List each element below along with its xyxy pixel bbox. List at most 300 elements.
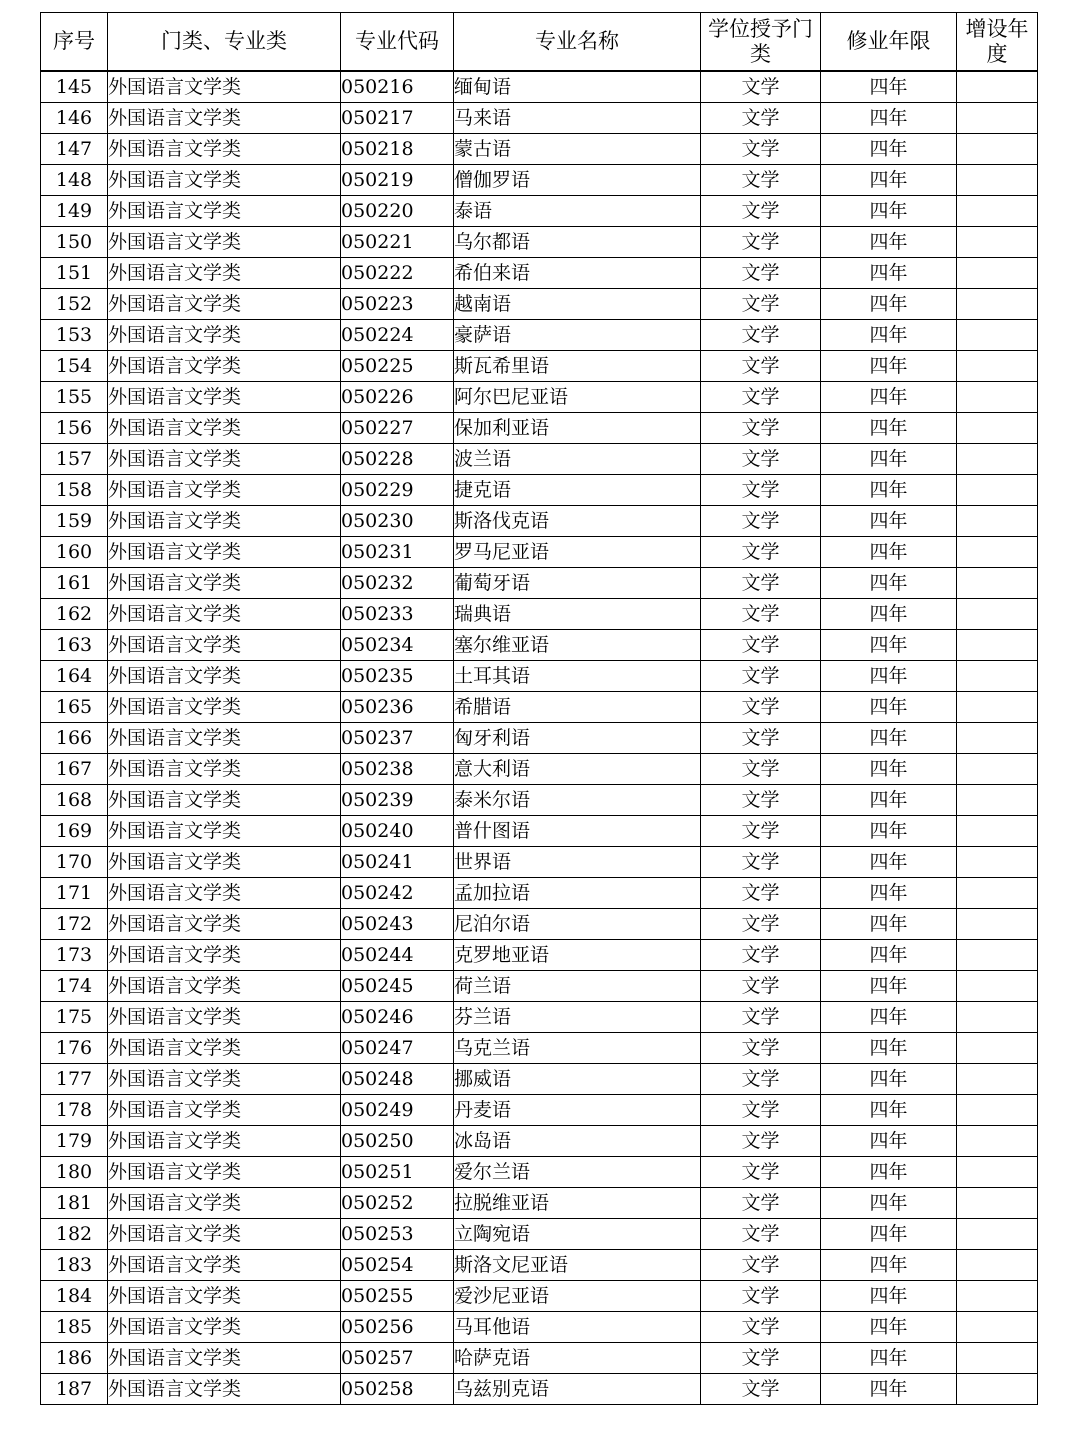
cell-degree: 文学 bbox=[701, 847, 821, 878]
cell-added bbox=[957, 1374, 1038, 1405]
cell-name: 克罗地亚语 bbox=[454, 940, 701, 971]
cell-category: 外国语言文学类 bbox=[108, 1002, 341, 1033]
cell-added bbox=[957, 71, 1038, 103]
table-row bbox=[41, 661, 1038, 692]
cell-added bbox=[957, 537, 1038, 568]
table-row bbox=[41, 1343, 1038, 1374]
table-row bbox=[41, 227, 1038, 258]
header-degree: 学位授予门类 bbox=[701, 13, 821, 72]
cell-degree: 文学 bbox=[701, 196, 821, 227]
cell-added bbox=[957, 1095, 1038, 1126]
cell-category: 外国语言文学类 bbox=[108, 1219, 341, 1250]
cell-name: 波兰语 bbox=[454, 444, 701, 475]
table-row bbox=[41, 320, 1038, 351]
cell-added bbox=[957, 599, 1038, 630]
cell-name: 塞尔维亚语 bbox=[454, 630, 701, 661]
cell-degree: 文学 bbox=[701, 1374, 821, 1405]
cell-category: 外国语言文学类 bbox=[108, 878, 341, 909]
cell-seq: 186 bbox=[41, 1343, 108, 1374]
cell-seq: 153 bbox=[41, 320, 108, 351]
cell-name: 葡萄牙语 bbox=[454, 568, 701, 599]
cell-years: 四年 bbox=[821, 1374, 957, 1405]
cell-code: 050218 bbox=[341, 134, 454, 165]
cell-category: 外国语言文学类 bbox=[108, 1281, 341, 1312]
cell-category: 外国语言文学类 bbox=[108, 754, 341, 785]
cell-added bbox=[957, 289, 1038, 320]
cell-added bbox=[957, 754, 1038, 785]
table-row bbox=[41, 1188, 1038, 1219]
cell-seq: 161 bbox=[41, 568, 108, 599]
cell-code: 050243 bbox=[341, 909, 454, 940]
cell-code: 050223 bbox=[341, 289, 454, 320]
cell-seq: 180 bbox=[41, 1157, 108, 1188]
header-seq: 序号 bbox=[41, 13, 108, 72]
cell-degree: 文学 bbox=[701, 258, 821, 289]
cell-added bbox=[957, 351, 1038, 382]
cell-code: 050242 bbox=[341, 878, 454, 909]
cell-added bbox=[957, 940, 1038, 971]
cell-category: 外国语言文学类 bbox=[108, 1250, 341, 1281]
cell-seq: 146 bbox=[41, 103, 108, 134]
cell-seq: 145 bbox=[41, 71, 108, 103]
cell-years: 四年 bbox=[821, 847, 957, 878]
cell-category: 外国语言文学类 bbox=[108, 289, 341, 320]
table-row bbox=[41, 785, 1038, 816]
cell-name: 世界语 bbox=[454, 847, 701, 878]
cell-degree: 文学 bbox=[701, 413, 821, 444]
cell-code: 050252 bbox=[341, 1188, 454, 1219]
cell-degree: 文学 bbox=[701, 568, 821, 599]
cell-name: 尼泊尔语 bbox=[454, 909, 701, 940]
cell-category: 外国语言文学类 bbox=[108, 382, 341, 413]
cell-seq: 162 bbox=[41, 599, 108, 630]
cell-name: 意大利语 bbox=[454, 754, 701, 785]
cell-name: 越南语 bbox=[454, 289, 701, 320]
cell-code: 050248 bbox=[341, 1064, 454, 1095]
cell-name: 乌尔都语 bbox=[454, 227, 701, 258]
cell-degree: 文学 bbox=[701, 785, 821, 816]
cell-code: 050235 bbox=[341, 661, 454, 692]
cell-degree: 文学 bbox=[701, 940, 821, 971]
cell-degree: 文学 bbox=[701, 227, 821, 258]
cell-years: 四年 bbox=[821, 692, 957, 723]
table-row bbox=[41, 165, 1038, 196]
cell-degree: 文学 bbox=[701, 1219, 821, 1250]
cell-seq: 173 bbox=[41, 940, 108, 971]
cell-years: 四年 bbox=[821, 320, 957, 351]
cell-code: 050224 bbox=[341, 320, 454, 351]
cell-code: 050229 bbox=[341, 475, 454, 506]
cell-name: 斯瓦希里语 bbox=[454, 351, 701, 382]
cell-added bbox=[957, 723, 1038, 754]
cell-years: 四年 bbox=[821, 723, 957, 754]
cell-years: 四年 bbox=[821, 630, 957, 661]
cell-category: 外国语言文学类 bbox=[108, 258, 341, 289]
cell-category: 外国语言文学类 bbox=[108, 1064, 341, 1095]
cell-category: 外国语言文学类 bbox=[108, 1312, 341, 1343]
cell-degree: 文学 bbox=[701, 382, 821, 413]
cell-code: 050217 bbox=[341, 103, 454, 134]
cell-code: 050227 bbox=[341, 413, 454, 444]
cell-added bbox=[957, 785, 1038, 816]
cell-degree: 文学 bbox=[701, 816, 821, 847]
cell-years: 四年 bbox=[821, 599, 957, 630]
cell-code: 050238 bbox=[341, 754, 454, 785]
cell-code: 050249 bbox=[341, 1095, 454, 1126]
cell-name: 保加利亚语 bbox=[454, 413, 701, 444]
cell-category: 外国语言文学类 bbox=[108, 320, 341, 351]
cell-name: 荷兰语 bbox=[454, 971, 701, 1002]
cell-degree: 文学 bbox=[701, 444, 821, 475]
cell-years: 四年 bbox=[821, 816, 957, 847]
cell-degree: 文学 bbox=[701, 289, 821, 320]
cell-seq: 155 bbox=[41, 382, 108, 413]
cell-degree: 文学 bbox=[701, 661, 821, 692]
cell-years: 四年 bbox=[821, 568, 957, 599]
cell-degree: 文学 bbox=[701, 1064, 821, 1095]
cell-code: 050226 bbox=[341, 382, 454, 413]
table-row bbox=[41, 506, 1038, 537]
major-catalog-table bbox=[40, 12, 1038, 1405]
cell-added bbox=[957, 692, 1038, 723]
cell-seq: 181 bbox=[41, 1188, 108, 1219]
cell-degree: 文学 bbox=[701, 351, 821, 382]
cell-code: 050232 bbox=[341, 568, 454, 599]
cell-seq: 168 bbox=[41, 785, 108, 816]
header-code: 专业代码 bbox=[341, 13, 454, 72]
cell-years: 四年 bbox=[821, 537, 957, 568]
cell-added bbox=[957, 1219, 1038, 1250]
header-name: 专业名称 bbox=[454, 13, 701, 72]
cell-name: 爱沙尼亚语 bbox=[454, 1281, 701, 1312]
cell-added bbox=[957, 661, 1038, 692]
cell-code: 050257 bbox=[341, 1343, 454, 1374]
cell-years: 四年 bbox=[821, 289, 957, 320]
header-added: 增设年度 bbox=[957, 13, 1038, 72]
cell-name: 泰米尔语 bbox=[454, 785, 701, 816]
cell-added bbox=[957, 320, 1038, 351]
cell-years: 四年 bbox=[821, 351, 957, 382]
cell-code: 050230 bbox=[341, 506, 454, 537]
cell-years: 四年 bbox=[821, 785, 957, 816]
cell-degree: 文学 bbox=[701, 909, 821, 940]
cell-degree: 文学 bbox=[701, 1002, 821, 1033]
cell-code: 050220 bbox=[341, 196, 454, 227]
table-row bbox=[41, 1126, 1038, 1157]
table-row bbox=[41, 289, 1038, 320]
cell-seq: 152 bbox=[41, 289, 108, 320]
cell-added bbox=[957, 1312, 1038, 1343]
cell-degree: 文学 bbox=[701, 506, 821, 537]
cell-added bbox=[957, 1033, 1038, 1064]
cell-category: 外国语言文学类 bbox=[108, 940, 341, 971]
cell-seq: 148 bbox=[41, 165, 108, 196]
table-row bbox=[41, 1219, 1038, 1250]
table-row bbox=[41, 1002, 1038, 1033]
table-row bbox=[41, 71, 1038, 103]
cell-added bbox=[957, 1064, 1038, 1095]
cell-seq: 150 bbox=[41, 227, 108, 258]
cell-years: 四年 bbox=[821, 1188, 957, 1219]
table-row bbox=[41, 1250, 1038, 1281]
cell-name: 匈牙利语 bbox=[454, 723, 701, 754]
cell-code: 050236 bbox=[341, 692, 454, 723]
cell-category: 外国语言文学类 bbox=[108, 1157, 341, 1188]
cell-added bbox=[957, 444, 1038, 475]
cell-category: 外国语言文学类 bbox=[108, 134, 341, 165]
cell-added bbox=[957, 1126, 1038, 1157]
table-row bbox=[41, 847, 1038, 878]
cell-added bbox=[957, 258, 1038, 289]
cell-seq: 179 bbox=[41, 1126, 108, 1157]
cell-code: 050250 bbox=[341, 1126, 454, 1157]
cell-code: 050228 bbox=[341, 444, 454, 475]
cell-name: 瑞典语 bbox=[454, 599, 701, 630]
cell-name: 孟加拉语 bbox=[454, 878, 701, 909]
cell-name: 阿尔巴尼亚语 bbox=[454, 382, 701, 413]
cell-added bbox=[957, 134, 1038, 165]
table-row bbox=[41, 754, 1038, 785]
cell-category: 外国语言文学类 bbox=[108, 71, 341, 103]
table-row bbox=[41, 1033, 1038, 1064]
cell-added bbox=[957, 413, 1038, 444]
cell-added bbox=[957, 506, 1038, 537]
cell-category: 外国语言文学类 bbox=[108, 816, 341, 847]
cell-name: 冰岛语 bbox=[454, 1126, 701, 1157]
cell-category: 外国语言文学类 bbox=[108, 599, 341, 630]
cell-category: 外国语言文学类 bbox=[108, 351, 341, 382]
cell-seq: 166 bbox=[41, 723, 108, 754]
cell-added bbox=[957, 878, 1038, 909]
cell-years: 四年 bbox=[821, 382, 957, 413]
cell-degree: 文学 bbox=[701, 878, 821, 909]
cell-years: 四年 bbox=[821, 878, 957, 909]
cell-code: 050234 bbox=[341, 630, 454, 661]
cell-added bbox=[957, 1188, 1038, 1219]
cell-added bbox=[957, 1281, 1038, 1312]
table-row bbox=[41, 1312, 1038, 1343]
table-row bbox=[41, 816, 1038, 847]
cell-degree: 文学 bbox=[701, 692, 821, 723]
cell-name: 缅甸语 bbox=[454, 71, 701, 103]
cell-code: 050219 bbox=[341, 165, 454, 196]
cell-years: 四年 bbox=[821, 909, 957, 940]
cell-code: 050244 bbox=[341, 940, 454, 971]
cell-seq: 159 bbox=[41, 506, 108, 537]
cell-code: 050222 bbox=[341, 258, 454, 289]
cell-degree: 文学 bbox=[701, 1157, 821, 1188]
table-row bbox=[41, 537, 1038, 568]
header-category: 门类、专业类 bbox=[108, 13, 341, 72]
cell-seq: 158 bbox=[41, 475, 108, 506]
cell-years: 四年 bbox=[821, 1281, 957, 1312]
cell-name: 土耳其语 bbox=[454, 661, 701, 692]
cell-name: 马耳他语 bbox=[454, 1312, 701, 1343]
cell-degree: 文学 bbox=[701, 475, 821, 506]
cell-code: 050231 bbox=[341, 537, 454, 568]
cell-name: 哈萨克语 bbox=[454, 1343, 701, 1374]
table-row bbox=[41, 1095, 1038, 1126]
header-years: 修业年限 bbox=[821, 13, 957, 72]
cell-name: 豪萨语 bbox=[454, 320, 701, 351]
cell-degree: 文学 bbox=[701, 1188, 821, 1219]
cell-degree: 文学 bbox=[701, 1033, 821, 1064]
cell-seq: 167 bbox=[41, 754, 108, 785]
cell-seq: 156 bbox=[41, 413, 108, 444]
table-row bbox=[41, 1374, 1038, 1405]
cell-degree: 文学 bbox=[701, 1343, 821, 1374]
cell-years: 四年 bbox=[821, 1312, 957, 1343]
cell-category: 外国语言文学类 bbox=[108, 227, 341, 258]
cell-degree: 文学 bbox=[701, 1312, 821, 1343]
cell-code: 050225 bbox=[341, 351, 454, 382]
cell-category: 外国语言文学类 bbox=[108, 630, 341, 661]
cell-years: 四年 bbox=[821, 444, 957, 475]
cell-added bbox=[957, 816, 1038, 847]
cell-degree: 文学 bbox=[701, 723, 821, 754]
cell-added bbox=[957, 1157, 1038, 1188]
cell-degree: 文学 bbox=[701, 320, 821, 351]
table-row bbox=[41, 258, 1038, 289]
cell-name: 挪威语 bbox=[454, 1064, 701, 1095]
cell-category: 外国语言文学类 bbox=[108, 692, 341, 723]
cell-degree: 文学 bbox=[701, 537, 821, 568]
cell-category: 外国语言文学类 bbox=[108, 847, 341, 878]
cell-code: 050240 bbox=[341, 816, 454, 847]
cell-seq: 147 bbox=[41, 134, 108, 165]
cell-seq: 164 bbox=[41, 661, 108, 692]
cell-category: 外国语言文学类 bbox=[108, 413, 341, 444]
cell-code: 050216 bbox=[341, 71, 454, 103]
table-row bbox=[41, 723, 1038, 754]
cell-category: 外国语言文学类 bbox=[108, 1033, 341, 1064]
cell-code: 050258 bbox=[341, 1374, 454, 1405]
table-row bbox=[41, 909, 1038, 940]
cell-category: 外国语言文学类 bbox=[108, 1095, 341, 1126]
cell-category: 外国语言文学类 bbox=[108, 568, 341, 599]
cell-name: 普什图语 bbox=[454, 816, 701, 847]
cell-seq: 187 bbox=[41, 1374, 108, 1405]
cell-seq: 149 bbox=[41, 196, 108, 227]
cell-code: 050251 bbox=[341, 1157, 454, 1188]
cell-degree: 文学 bbox=[701, 599, 821, 630]
cell-degree: 文学 bbox=[701, 1095, 821, 1126]
cell-category: 外国语言文学类 bbox=[108, 723, 341, 754]
cell-added bbox=[957, 227, 1038, 258]
cell-name: 乌兹别克语 bbox=[454, 1374, 701, 1405]
cell-code: 050255 bbox=[341, 1281, 454, 1312]
cell-years: 四年 bbox=[821, 196, 957, 227]
cell-years: 四年 bbox=[821, 71, 957, 103]
table-row bbox=[41, 1064, 1038, 1095]
cell-code: 050245 bbox=[341, 971, 454, 1002]
table-row bbox=[41, 134, 1038, 165]
cell-name: 罗马尼亚语 bbox=[454, 537, 701, 568]
cell-years: 四年 bbox=[821, 475, 957, 506]
cell-years: 四年 bbox=[821, 134, 957, 165]
cell-years: 四年 bbox=[821, 258, 957, 289]
cell-seq: 154 bbox=[41, 351, 108, 382]
cell-name: 丹麦语 bbox=[454, 1095, 701, 1126]
cell-category: 外国语言文学类 bbox=[108, 103, 341, 134]
table-row bbox=[41, 475, 1038, 506]
cell-degree: 文学 bbox=[701, 134, 821, 165]
table-row bbox=[41, 940, 1038, 971]
cell-code: 050254 bbox=[341, 1250, 454, 1281]
cell-name: 蒙古语 bbox=[454, 134, 701, 165]
cell-category: 外国语言文学类 bbox=[108, 785, 341, 816]
cell-degree: 文学 bbox=[701, 1281, 821, 1312]
cell-seq: 178 bbox=[41, 1095, 108, 1126]
cell-years: 四年 bbox=[821, 661, 957, 692]
cell-name: 斯洛文尼亚语 bbox=[454, 1250, 701, 1281]
cell-name: 僧伽罗语 bbox=[454, 165, 701, 196]
cell-seq: 165 bbox=[41, 692, 108, 723]
table-row bbox=[41, 444, 1038, 475]
cell-seq: 171 bbox=[41, 878, 108, 909]
cell-added bbox=[957, 1250, 1038, 1281]
cell-code: 050246 bbox=[341, 1002, 454, 1033]
cell-category: 外国语言文学类 bbox=[108, 196, 341, 227]
cell-years: 四年 bbox=[821, 165, 957, 196]
cell-degree: 文学 bbox=[701, 754, 821, 785]
cell-years: 四年 bbox=[821, 1064, 957, 1095]
cell-added bbox=[957, 382, 1038, 413]
cell-years: 四年 bbox=[821, 1126, 957, 1157]
cell-code: 050221 bbox=[341, 227, 454, 258]
table-header bbox=[41, 13, 1038, 72]
cell-added bbox=[957, 847, 1038, 878]
cell-years: 四年 bbox=[821, 1033, 957, 1064]
cell-years: 四年 bbox=[821, 506, 957, 537]
cell-years: 四年 bbox=[821, 1002, 957, 1033]
table-row bbox=[41, 351, 1038, 382]
cell-category: 外国语言文学类 bbox=[108, 475, 341, 506]
table-row bbox=[41, 599, 1038, 630]
table-row bbox=[41, 878, 1038, 909]
cell-added bbox=[957, 103, 1038, 134]
table-row bbox=[41, 568, 1038, 599]
cell-category: 外国语言文学类 bbox=[108, 1343, 341, 1374]
cell-degree: 文学 bbox=[701, 71, 821, 103]
cell-name: 拉脱维亚语 bbox=[454, 1188, 701, 1219]
cell-name: 乌克兰语 bbox=[454, 1033, 701, 1064]
table-row bbox=[41, 413, 1038, 444]
table-row bbox=[41, 382, 1038, 413]
cell-seq: 184 bbox=[41, 1281, 108, 1312]
cell-years: 四年 bbox=[821, 754, 957, 785]
cell-category: 外国语言文学类 bbox=[108, 506, 341, 537]
cell-years: 四年 bbox=[821, 1343, 957, 1374]
cell-degree: 文学 bbox=[701, 971, 821, 1002]
cell-added bbox=[957, 196, 1038, 227]
cell-code: 050237 bbox=[341, 723, 454, 754]
cell-years: 四年 bbox=[821, 940, 957, 971]
cell-degree: 文学 bbox=[701, 1250, 821, 1281]
table-row bbox=[41, 1157, 1038, 1188]
cell-added bbox=[957, 909, 1038, 940]
cell-degree: 文学 bbox=[701, 1126, 821, 1157]
cell-years: 四年 bbox=[821, 1095, 957, 1126]
cell-name: 希伯来语 bbox=[454, 258, 701, 289]
cell-years: 四年 bbox=[821, 1250, 957, 1281]
cell-seq: 163 bbox=[41, 630, 108, 661]
cell-category: 外国语言文学类 bbox=[108, 661, 341, 692]
cell-code: 050239 bbox=[341, 785, 454, 816]
cell-years: 四年 bbox=[821, 971, 957, 1002]
table-row bbox=[41, 692, 1038, 723]
cell-code: 050241 bbox=[341, 847, 454, 878]
